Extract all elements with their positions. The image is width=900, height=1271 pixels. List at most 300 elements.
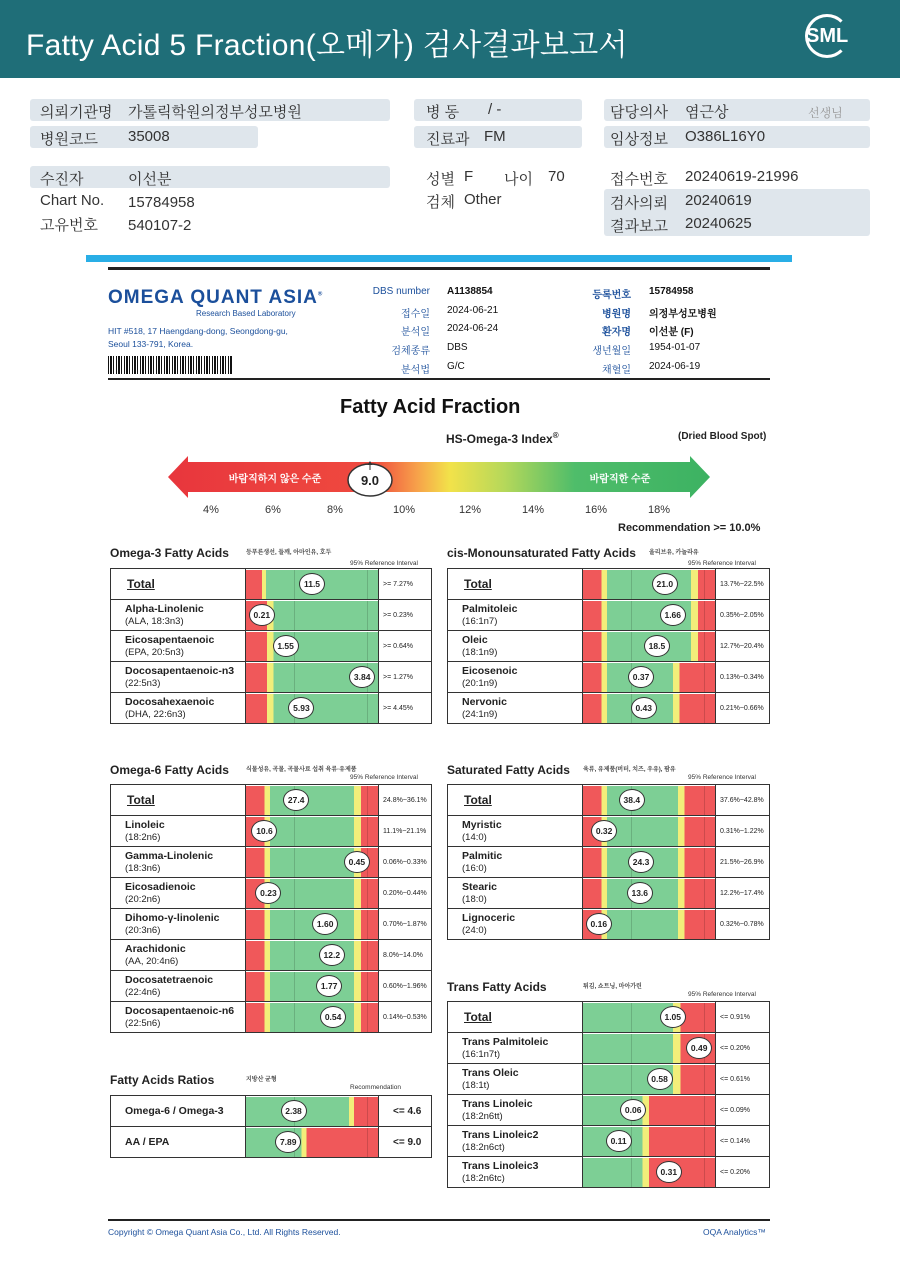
range-bar (246, 786, 378, 815)
uid-value: 540107-2 (128, 217, 192, 234)
table-row (111, 662, 432, 693)
reference-range: <= 0.20% (716, 1033, 770, 1064)
gridline (367, 786, 368, 815)
range-bar (246, 1097, 378, 1126)
range-bar (583, 1158, 715, 1187)
section-note-omega6: 식물성유, 곡물, 곡물사료 섭취 육류·유제품 (246, 767, 357, 773)
doctor-value: 염근상 (685, 104, 729, 121)
gridline (367, 1003, 368, 1032)
copyright: Copyright © Omega Quant Asia Co., Ltd. All Rights Reserved. (108, 1227, 341, 1237)
table-row (111, 909, 432, 940)
value-marker: 0.43 (631, 697, 657, 719)
gridline (367, 601, 368, 630)
dob-value: 1954-01-07 (649, 342, 701, 353)
gridline (704, 1127, 705, 1156)
reference-range: >= 4.45% (379, 693, 432, 724)
table-row (448, 662, 770, 693)
fatty-acid-name: Total (448, 785, 583, 816)
range-bar (246, 1003, 378, 1032)
table-row (448, 1157, 770, 1188)
table-row (111, 878, 432, 909)
draw-label: 채혈일 (602, 365, 631, 376)
oqa-analytics: OQA Analytics™ (703, 1227, 766, 1237)
fatty-acid-name: Myristic (14:0) (448, 816, 583, 847)
fatty-acid-name: Omega-6 / Omega-3 (111, 1096, 246, 1127)
gridline (367, 632, 368, 661)
section-note-saturated: 육류, 유제품(버터, 치즈, 우유), 팜유 (583, 767, 676, 773)
table-row (111, 971, 432, 1002)
fatty-acid-name: Arachidonic (AA, 20:4n6) (111, 940, 246, 971)
reference-header: 95% Reference Interval (350, 774, 418, 781)
table-row (111, 940, 432, 971)
range-bar (246, 910, 378, 939)
ward-value: / - (488, 101, 502, 118)
dbs-label: DBS number (372, 286, 430, 297)
age-label: 나이 (504, 171, 533, 188)
value-marker: 3.84 (349, 666, 375, 688)
reception-label: 접수번호 (610, 171, 668, 188)
type-label: 검체종류 (391, 346, 430, 357)
table-row (111, 1002, 432, 1033)
gridline (704, 1158, 705, 1187)
gridline (704, 570, 705, 599)
section-title-omega3: Omega-3 Fatty Acids (110, 546, 229, 560)
reference-range: 13.7%~22.5% (716, 569, 770, 600)
fatty-acid-name: Lignoceric (24:0) (448, 909, 583, 940)
ward-label: 병 동 (426, 104, 460, 121)
table-row (448, 909, 770, 940)
table-row (111, 1127, 432, 1158)
fatty-acid-name: Docosapentaenoic-n6 (22:5n6) (111, 1002, 246, 1033)
gridline (631, 910, 632, 939)
value-marker: 27.4 (283, 789, 309, 811)
table-row (111, 785, 432, 816)
page-title: Fatty Acid 5 Fraction(오메가) 검사결과보고서 (26, 29, 628, 62)
fatty-acid-name: Docosapentaenoic-n3 (22:5n3) (111, 662, 246, 693)
table-row (448, 569, 770, 600)
divider (86, 255, 792, 262)
range-bar (246, 972, 378, 1001)
footer-rule (108, 1219, 770, 1221)
fatty-acid-name: Total (111, 569, 246, 600)
gridline (294, 910, 295, 939)
method-value: G/C (447, 361, 465, 372)
scale-tick-label: 12% (459, 504, 482, 516)
dried-blood-spot-label: (Dried Blood Spot) (678, 431, 767, 442)
reference-range: 0.32%~0.78% (716, 909, 770, 940)
gridline (704, 848, 705, 877)
gridline (367, 879, 368, 908)
logo-subtitle: Research Based Laboratory (196, 309, 296, 318)
reference-range: 0.14%~0.53% (379, 1002, 432, 1033)
table-ratios (110, 1095, 432, 1158)
reference-range: <= 0.14% (716, 1126, 770, 1157)
gridline (294, 941, 295, 970)
address-line2: Seoul 133-791, Korea. (108, 339, 194, 349)
result-value: 20240625 (685, 215, 752, 232)
value-marker: 0.23 (255, 882, 281, 904)
reg-value: 15784958 (649, 286, 694, 297)
fatty-acid-name: Trans Linoleic2 (18:2n6ct) (448, 1126, 583, 1157)
sex-label: 성별 (426, 171, 455, 188)
fatty-acid-name: Trans Palmitoleic (16:1n7t) (448, 1033, 583, 1064)
gridline (631, 1065, 632, 1094)
range-bar (583, 786, 715, 815)
reference-range: >= 7.27% (379, 569, 432, 600)
range-bar (583, 570, 715, 599)
address-line1: HIT #518, 17 Haengdang-dong, Seongdong-gu, (108, 326, 288, 336)
gridline (631, 601, 632, 630)
range-bar (246, 570, 378, 599)
range-bar (246, 941, 378, 970)
scale-tick-label: 4% (203, 504, 219, 516)
gridline (367, 1097, 368, 1126)
value-marker: 2.38 (281, 1100, 307, 1122)
institution-label: 의뢰기관명 (40, 104, 113, 121)
range-bar (583, 1127, 715, 1156)
gridline (367, 694, 368, 723)
gridline (294, 817, 295, 846)
table-row (448, 600, 770, 631)
range-bar (246, 694, 378, 723)
range-bar (246, 1128, 378, 1157)
range-bar (583, 817, 715, 846)
section-note-trans: 튀김, 쇼트닝, 마아가린 (583, 984, 642, 990)
reference-range: 21.5%~26.9% (716, 847, 770, 878)
table-row (448, 1095, 770, 1126)
table-row (111, 631, 432, 662)
scale-tick-label: 8% (327, 504, 343, 516)
table-row (448, 631, 770, 662)
report-title: Fatty Acid Fraction (340, 396, 521, 418)
draw-value: 2024-06-19 (649, 361, 701, 372)
scale-tick-label: 18% (648, 504, 671, 516)
range-bar (246, 632, 378, 661)
fatty-acid-name: Total (448, 569, 583, 600)
anal-label: 분석일 (401, 327, 430, 338)
reference-range: 11.1%~21.1% (379, 816, 432, 847)
clinical-label: 임상정보 (610, 131, 668, 148)
reference-header: 95% Reference Interval (688, 991, 756, 998)
patient-value: 이선분 (128, 171, 172, 188)
value-marker: 10.6 (251, 820, 277, 842)
age-value: 70 (548, 168, 565, 185)
gridline (704, 663, 705, 692)
range-bar (583, 601, 715, 630)
omega-quant-logo: OMEGA QUANT ASIA® (108, 287, 324, 308)
gridline (367, 1128, 368, 1157)
gridline (704, 694, 705, 723)
gridline (294, 879, 295, 908)
value-marker: 0.37 (628, 666, 654, 688)
reference-range: <= 0.20% (716, 1157, 770, 1188)
pname-value: 이선분 (F) (649, 327, 694, 338)
scale-tick-label: 14% (522, 504, 545, 516)
value-marker: 11.5 (299, 573, 325, 595)
reference-header: 95% Reference Interval (688, 560, 756, 567)
table-omega6 (110, 784, 432, 1033)
value-marker: 0.21 (249, 604, 275, 626)
reference-range: 0.35%~2.05% (716, 600, 770, 631)
value-marker: 12.2 (319, 944, 345, 966)
value-marker: 1.60 (312, 913, 338, 935)
table-row (448, 1033, 770, 1064)
value-marker: 1.05 (660, 1006, 686, 1028)
gridline (367, 910, 368, 939)
scale-tick-label: 16% (585, 504, 608, 516)
gridline (704, 910, 705, 939)
value-marker: 0.58 (647, 1068, 673, 1090)
table-row (448, 1002, 770, 1033)
uid-label: 고유번호 (40, 217, 98, 234)
reference-header: 95% Reference Interval (688, 774, 756, 781)
range-bar (583, 1096, 715, 1125)
code-value: 35008 (128, 128, 170, 145)
fatty-acid-name: Palmitic (16:0) (448, 847, 583, 878)
range-bar (246, 817, 378, 846)
reference-range: <= 4.6 (379, 1096, 432, 1127)
range-bar (583, 848, 715, 877)
recv-label: 접수일 (401, 309, 430, 320)
reference-header: 95% Reference Interval (350, 560, 418, 567)
value-marker: 1.66 (660, 604, 686, 626)
reference-range: 0.31%~1.22% (716, 816, 770, 847)
gridline (294, 570, 295, 599)
request-label: 검사의뢰 (610, 195, 668, 212)
reference-range: >= 1.27% (379, 662, 432, 693)
reference-range: 24.8%~36.1% (379, 785, 432, 816)
fatty-acid-name: Palmitoleic (16:1n7) (448, 600, 583, 631)
gridline (367, 972, 368, 1001)
gridline (704, 786, 705, 815)
value-marker: 5.93 (288, 697, 314, 719)
fatty-acid-name: AA / EPA (111, 1127, 246, 1158)
clinical-value: O386L16Y0 (685, 128, 766, 145)
value-marker: 21.0 (652, 573, 678, 595)
value-marker: 0.11 (606, 1130, 632, 1152)
value-marker: 0.49 (686, 1037, 712, 1059)
gridline (704, 817, 705, 846)
fatty-acid-name: Dihomo-γ-linolenic (20:3n6) (111, 909, 246, 940)
value-marker: 1.77 (316, 975, 342, 997)
fatty-acid-name: Nervonic (24:1n9) (448, 693, 583, 724)
table-row (448, 878, 770, 909)
table-saturated (447, 784, 770, 940)
section-title-omega6: Omega-6 Fatty Acids (110, 763, 229, 777)
fatty-acid-name: Gamma-Linolenic (18:3n6) (111, 847, 246, 878)
table-row (448, 816, 770, 847)
table-row (448, 1126, 770, 1157)
report-header-rule (108, 378, 770, 380)
gridline (704, 879, 705, 908)
table-row (111, 1096, 432, 1127)
table-row (111, 816, 432, 847)
reference-range: 8.0%~14.0% (379, 940, 432, 971)
specimen-value: Other (464, 191, 502, 208)
doctor-label: 담당의사 (610, 104, 668, 121)
reference-range: <= 9.0 (379, 1127, 432, 1158)
value-marker: 18.5 (644, 635, 670, 657)
value-marker: 0.32 (591, 820, 617, 842)
dbs-value: A1138854 (447, 286, 493, 297)
pname-label: 환자명 (602, 327, 631, 338)
good-level-label: 바람직한 수준 (589, 474, 651, 485)
bad-level-label: 바람직하지 않은 수준 (228, 474, 322, 485)
dob-label: 생년월일 (592, 346, 631, 357)
fatty-acid-name: Total (111, 785, 246, 816)
gridline (367, 941, 368, 970)
range-bar (583, 663, 715, 692)
fatty-acid-name: Docosatetraenoic (22:4n6) (111, 971, 246, 1002)
table-mono (447, 568, 770, 724)
value-marker: 0.16 (586, 913, 612, 935)
gridline (631, 570, 632, 599)
range-bar (583, 632, 715, 661)
section-note-omega3: 등푸른생선, 들깨, 아마인유, 호두 (246, 550, 332, 556)
range-bar (246, 879, 378, 908)
fatty-acid-name: Docosahexaenoic (DHA, 22:6n3) (111, 693, 246, 724)
reference-range: 0.21%~0.66% (716, 693, 770, 724)
table-row (448, 785, 770, 816)
value-marker: 1.55 (273, 635, 299, 657)
gridline (704, 1096, 705, 1125)
table-row (111, 600, 432, 631)
gridline (704, 1065, 705, 1094)
section-note-ratios: 지방산 균형 (246, 1077, 277, 1083)
table-trans (447, 1001, 770, 1188)
value-marker: 7.89 (275, 1131, 301, 1153)
gridline (294, 848, 295, 877)
fatty-acid-name: Alpha-Linolenic (ALA, 18:3n3) (111, 600, 246, 631)
fatty-acid-name: Eicosenoic (20:1n9) (448, 662, 583, 693)
range-bar (246, 848, 378, 877)
fatty-acid-name: Total (448, 1002, 583, 1033)
method-label: 분석법 (401, 365, 430, 376)
range-bar (246, 663, 378, 692)
value-marker: 0.31 (656, 1161, 682, 1183)
doctor-suffix: 선생님 (808, 106, 843, 120)
sml-logo: SML (806, 25, 849, 47)
value-marker: 0.54 (320, 1006, 346, 1028)
section-note-mono: 올리브유, 카놀라유 (649, 550, 699, 556)
gridline (704, 601, 705, 630)
report-top-rule (108, 267, 770, 270)
value-marker: 0.45 (344, 851, 370, 873)
reference-range: <= 0.61% (716, 1064, 770, 1095)
reference-range: <= 0.09% (716, 1095, 770, 1126)
patient-label: 수진자 (40, 171, 84, 188)
index-title: HS-Omega-3 Index® (446, 431, 559, 446)
range-bar (583, 1034, 715, 1063)
value-marker: 24.3 (628, 851, 654, 873)
fatty-acid-name: Eicosadienoic (20:2n6) (111, 878, 246, 909)
table-row (448, 847, 770, 878)
gridline (367, 817, 368, 846)
hosp-value: 의정부성모병원 (649, 309, 717, 320)
table-row (111, 693, 432, 724)
recommendation: Recommendation >= 10.0% (618, 522, 761, 534)
request-value: 20240619 (685, 192, 752, 209)
range-bar (583, 1065, 715, 1094)
scale-tick-label: 10% (393, 504, 416, 516)
reference-range: 0.70%~1.87% (379, 909, 432, 940)
fatty-acid-name: Eicosapentaenoic (EPA, 20:5n3) (111, 631, 246, 662)
barcode (108, 356, 233, 374)
gridline (704, 632, 705, 661)
recv-value: 2024-06-21 (447, 305, 499, 316)
value-marker: 38.4 (619, 789, 645, 811)
table-row (448, 693, 770, 724)
range-bar (583, 1003, 715, 1032)
fatty-acid-name: Trans Oleic (18:1t) (448, 1064, 583, 1095)
type-value: DBS (447, 342, 468, 353)
reception-value: 20240619-21996 (685, 168, 799, 185)
section-title-mono: cis-Monounsaturated Fatty Acids (447, 546, 636, 560)
reference-range: 37.6%~42.8% (716, 785, 770, 816)
gridline (631, 632, 632, 661)
table-row (111, 847, 432, 878)
value-marker: 13.6 (627, 882, 653, 904)
dept-value: FM (484, 128, 506, 145)
gridline (294, 972, 295, 1001)
chart-label: Chart No. (40, 192, 105, 209)
section-title-ratios: Fatty Acids Ratios (110, 1073, 215, 1087)
reference-range: >= 0.64% (379, 631, 432, 662)
reference-range: 0.60%~1.96% (379, 971, 432, 1002)
hosp-label: 병원명 (602, 309, 631, 320)
fatty-acid-name: Linoleic (18:2n6) (111, 816, 246, 847)
range-bar (583, 910, 715, 939)
institution-value: 가톨릭학원의정부성모병원 (128, 104, 302, 121)
gridline (631, 1003, 632, 1032)
gridline (294, 1003, 295, 1032)
table-row (111, 569, 432, 600)
table-row (448, 1064, 770, 1095)
chart-value: 15784958 (128, 194, 195, 211)
info-row-patient (30, 166, 390, 188)
range-bar (583, 879, 715, 908)
reference-range: 0.06%~0.33% (379, 847, 432, 878)
reference-range: 0.20%~0.44% (379, 878, 432, 909)
code-label: 병원코드 (40, 131, 98, 148)
dept-label: 진료과 (426, 131, 470, 148)
anal-value: 2024-06-24 (447, 323, 499, 334)
table-omega3 (110, 568, 432, 724)
reference-range: 12.2%~17.4% (716, 878, 770, 909)
gridline (294, 601, 295, 630)
section-title-saturated: Saturated Fatty Acids (447, 763, 570, 777)
gridline (631, 817, 632, 846)
range-bar (583, 694, 715, 723)
gridline (367, 570, 368, 599)
value-marker: 0.06 (620, 1099, 646, 1121)
specimen-label: 검체 (426, 194, 455, 211)
reference-range: <= 0.91% (716, 1002, 770, 1033)
reg-label: 등록번호 (592, 290, 631, 301)
gridline (631, 1034, 632, 1063)
fatty-acid-name: Oleic (18:1n9) (448, 631, 583, 662)
index-value: 9.0 (360, 473, 380, 488)
sex-value: F (464, 168, 474, 185)
reference-header: Recommendation (350, 1084, 401, 1091)
reference-range: >= 0.23% (379, 600, 432, 631)
reference-range: 12.7%~20.4% (716, 631, 770, 662)
gridline (294, 663, 295, 692)
scale-tick-label: 6% (265, 504, 281, 516)
gridline (631, 1158, 632, 1187)
result-label: 결과보고 (610, 218, 668, 235)
range-bar (246, 601, 378, 630)
